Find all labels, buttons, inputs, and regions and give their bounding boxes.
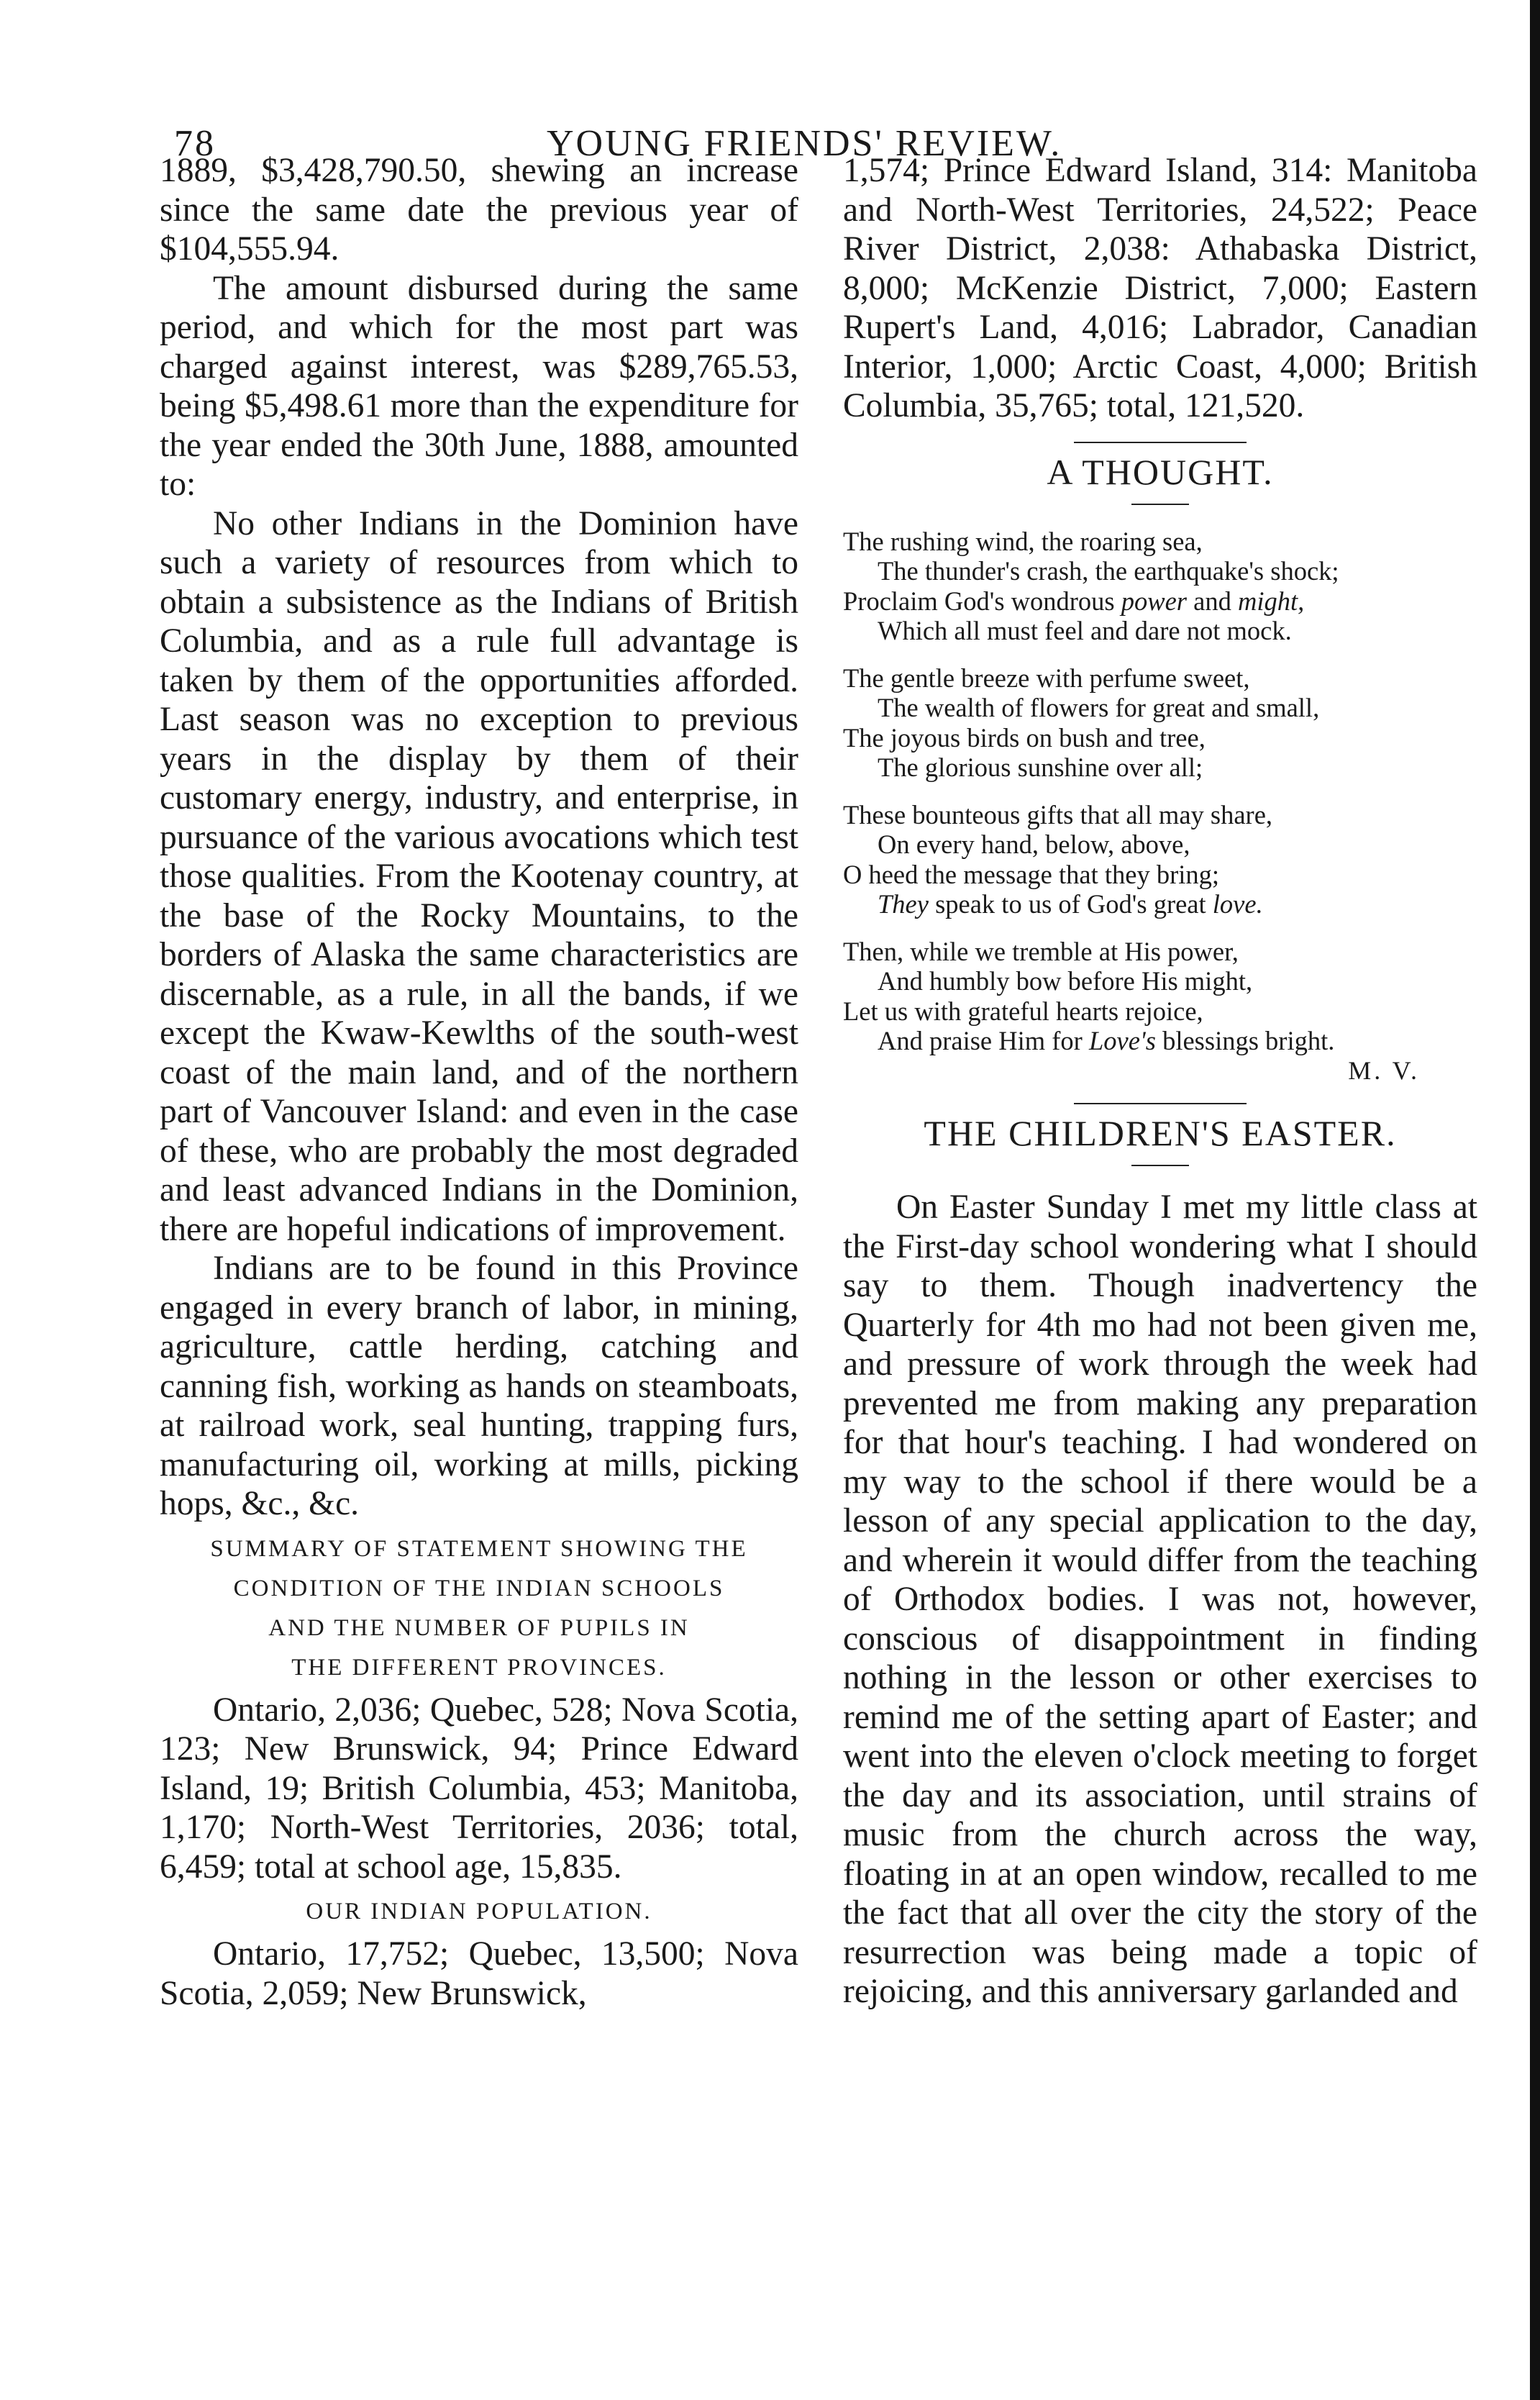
- article-title: THE CHILDREN'S EASTER.: [924, 1113, 1397, 1153]
- poem-line: [843, 586, 1477, 617]
- poem-emphasis: love.: [1212, 889, 1263, 919]
- page-number: 78: [174, 123, 216, 164]
- paragraph: Ontario, 17,752; Quebec, 13,500; Nova Scotia, 2,059; New Brunswick,: [160, 1935, 798, 2012]
- summary-heading-line: CONDITION OF THE INDIAN SCHOOLS: [233, 1575, 725, 1601]
- poem-text: And praise Him for: [878, 1026, 1083, 1055]
- poem-text: Proclaim God's wondrous: [843, 586, 1115, 616]
- poem-signature: M. V.: [1348, 1055, 1420, 1085]
- poem-emphasis: might,: [1237, 586, 1305, 616]
- paragraph: On Easter Sunday I met my little class at the First-day school wondering what I should say to them. Though inadvertency the Quarterly for 4th mo had not been given me, and pressure of work through the week had prevented me from making any preparation for that hour's teaching. I had wondered on my way to the school if there would be a lesson of any special application to the day, and wherein it would differ from the teaching of Orthodox bodies. I was not, however, conscious of disappointment in finding nothing in the lesson or other exercises to remind me of the setting apart of Easter; and went into the eleven o'clock meeting to forget the day and its association, until strains of music from the church across the way, floating in at an open window, recalled to me the fact that all over the city the story of the resurrection was being made a topic of rejoicing, and this anniversary garlanded and: [843, 1188, 1477, 2010]
- title-divider: [1131, 1165, 1189, 1166]
- poem-line: Which all must feel and dare not mock.: [878, 616, 1292, 645]
- paragraph: 1,574; Prince Edward Island, 314: Manitoba and North-West Territories, 24,522; Peace River District, 2,038: Athabaska District, 8,000; McKenzie District, 7,000; Eastern Rupert's Land, 4,016; Labrador, Canadian Interior, 1,000; Arctic Coast, 4,000; British Columbia, 35,765; total, 121,520.: [843, 152, 1477, 424]
- poem-text: speak to us of God's great: [935, 889, 1206, 919]
- poem-title: A THOUGHT.: [1047, 451, 1274, 492]
- poem-stanza: [843, 800, 1477, 919]
- poem-stanza: [843, 937, 1477, 1086]
- poem: [843, 527, 1477, 1086]
- poem-line: The gentle breeze with perfume sweet,: [843, 663, 1250, 693]
- poem-emphasis: They: [878, 889, 929, 919]
- summary-heading-line: THE DIFFERENT PROVINCES.: [291, 1654, 667, 1681]
- poem-line: The glorious sunshine over all;: [878, 753, 1203, 782]
- poem-line: The wealth of flowers for great and small,: [878, 693, 1320, 722]
- page-edge-shadow: [1530, 0, 1540, 2400]
- summary-heading: [160, 1529, 798, 1688]
- left-column: [160, 151, 798, 2013]
- poem-line: [843, 1026, 1477, 1056]
- journal-title: YOUNG FRIENDS' REVIEW.: [547, 123, 1062, 164]
- poem-line: The thunder's crash, the earthquake's shock;: [878, 556, 1339, 586]
- summary-heading-line: SUMMARY OF STATEMENT SHOWING THE: [210, 1535, 748, 1562]
- population-heading: OUR INDIAN POPULATION.: [306, 1899, 652, 1924]
- summary-heading-line: AND THE NUMBER OF PUPILS IN: [268, 1614, 690, 1641]
- poem-line: Let us with grateful hearts rejoice,: [843, 996, 1203, 1026]
- poem-stanza: [843, 663, 1477, 783]
- title-divider: [1131, 504, 1189, 505]
- poem-line: The joyous birds on bush and tree,: [843, 722, 1206, 753]
- poem-emphasis: Love's: [1088, 1026, 1156, 1055]
- section-divider: [1074, 1103, 1247, 1104]
- paragraph: The amount disbursed during the same period, and which for the most part was charged against interest, was $289,765.53, being $5,498.61 more than the expenditure for the year ended the 30th June, 1888, amounted to:: [160, 269, 798, 503]
- poem-line: The rushing wind, the roaring sea,: [843, 526, 1203, 556]
- poem-line: [843, 889, 1477, 919]
- poem-line: These bounteous gifts that all may share,: [843, 799, 1273, 829]
- poem-text: and: [1193, 586, 1231, 616]
- poem-line: On every hand, below, above,: [878, 829, 1190, 859]
- poem-stanza: [843, 527, 1477, 646]
- poem-text: blessings bright.: [1162, 1026, 1335, 1055]
- section-divider: [1074, 442, 1247, 443]
- paragraph: Ontario, 2,036; Quebec, 528; Nova Scotia, 123; New Brunswick, 94; Prince Edward Island, 19; British Columbia, 453; Manitoba, 1,170; North-West Territories, 2036; total, 6,459; total at school age, 15,835.: [160, 1691, 798, 1886]
- paragraph: No other Indians in the Dominion have such a variety of resources from which to obtain a subsistence as the Indians of British Columbia, and as a rule full advantage is taken by them of the opportunities afforded. Last season was no exception to previous years in the display by them of their customary energy, industry, and enterprise, in pursuance of the various avocations which test those qualities. From the Kootenay country, at the base of the Rocky Mountains, to the borders of Alaska the same characteristics are discernable, as a rule, in all the bands, if we except the Kwaw-Kewlths of the south-west coast of the main land, and of the northern part of Vancouver Island: and even in the case of these, who are probably the most degraded and least advanced Indians in the Dominion, there are hopeful indications of improvement.: [160, 504, 798, 1248]
- poem-line: O heed the message that they bring;: [843, 859, 1220, 889]
- poem-line: And humbly bow before His might,: [878, 966, 1253, 996]
- right-column: [843, 151, 1477, 2012]
- poem-emphasis: power: [1121, 586, 1188, 616]
- poem-line: Then, while we tremble at His power,: [843, 936, 1239, 966]
- paragraph: 1889, $3,428,790.50, shewing an increase since the same date the previous year of $104,555.94.: [160, 152, 798, 268]
- paragraph: Indians are to be found in this Province engaged in every branch of labor, in mining, agriculture, cattle herding, catching and canning fish, working as hands on steamboats, at railroad work, seal hunting, trapping furs, manufacturing oil, working at mills, picking hops, &c., &c.: [160, 1250, 798, 1522]
